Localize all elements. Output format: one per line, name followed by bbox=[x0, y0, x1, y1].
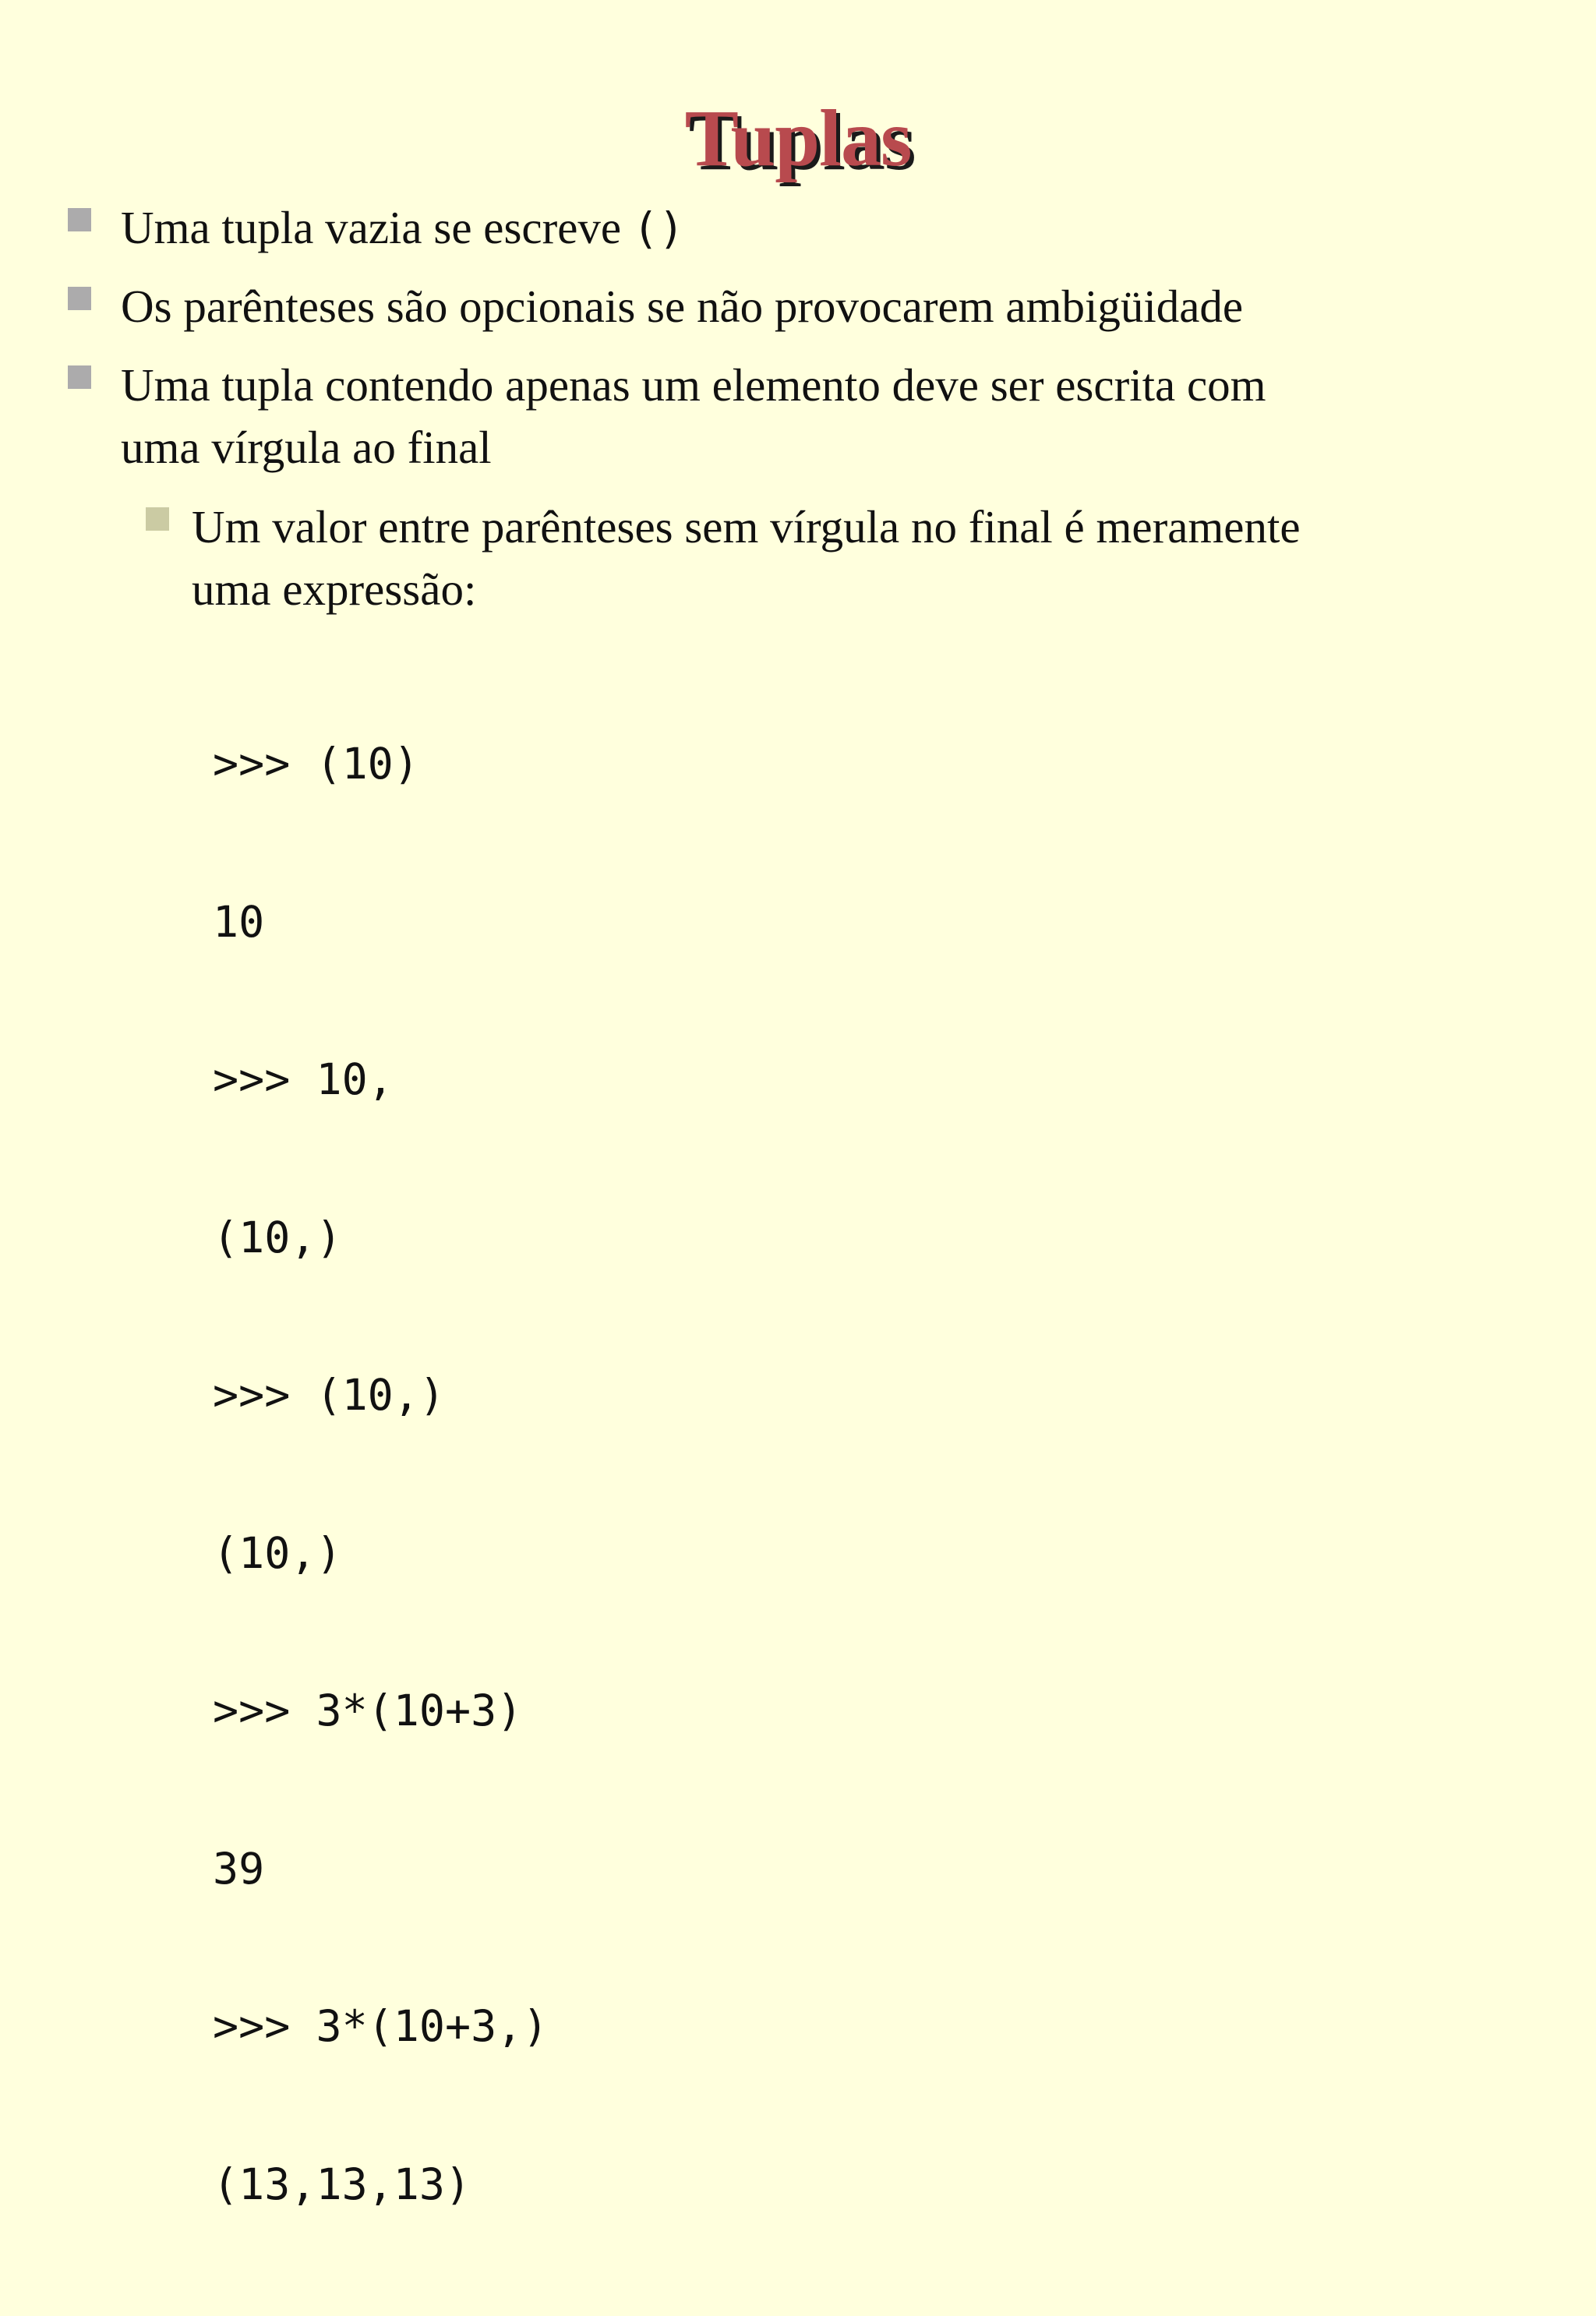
bullet-marker bbox=[68, 365, 91, 389]
sub-bullet-item-expression bbox=[192, 496, 1563, 620]
bullet-text-line: uma vírgula ao final bbox=[121, 422, 492, 473]
code-line: >>> 10, bbox=[213, 1054, 394, 1104]
code-line: 39 bbox=[213, 1843, 265, 1894]
sub-bullet-text-line: uma expressão: bbox=[192, 563, 477, 615]
bullet-item-optional-parentheses bbox=[121, 275, 1555, 337]
bullet-marker bbox=[68, 287, 91, 310]
sub-bullet-marker bbox=[146, 507, 169, 531]
bullet-text: Uma tupla vazia se escreve bbox=[121, 202, 633, 253]
bullet-code: () bbox=[632, 203, 685, 253]
code-line: >>> 3*(10+3) bbox=[213, 1686, 523, 1735]
sub-bullet-text-line: Um valor entre parênteses sem vírgula no final é meramente bbox=[192, 501, 1301, 553]
bullet-item-empty-tuple bbox=[121, 196, 1555, 259]
code-line: (13,13,13) bbox=[213, 2159, 471, 2209]
code-line: (10,) bbox=[213, 1212, 342, 1262]
code-line: 10 bbox=[213, 896, 265, 947]
bullet-marker bbox=[68, 208, 91, 231]
code-line: >>> (10,) bbox=[213, 1370, 446, 1420]
bullet-item-single-element bbox=[121, 354, 1555, 478]
code-line: >>> 3*(10+3,) bbox=[213, 2001, 549, 2051]
code-example-block bbox=[213, 633, 548, 2316]
code-line: >>> (10) bbox=[213, 739, 419, 789]
bullet-text-line: Uma tupla contendo apenas um elemento deve ser escrita com bbox=[121, 359, 1266, 411]
bullet-text: Os parênteses são opcionais se não provocarem ambigüidade bbox=[121, 281, 1244, 332]
slide-title: Tuplas bbox=[684, 94, 912, 183]
code-line: (10,) bbox=[213, 1527, 342, 1578]
